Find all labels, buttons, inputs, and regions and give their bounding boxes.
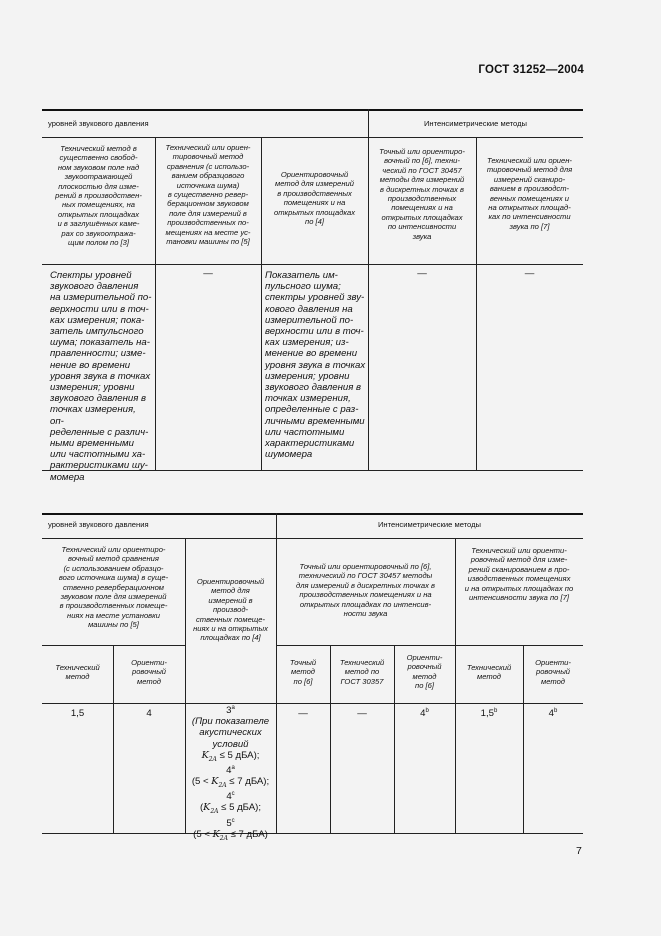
table-2-bottom-rule (42, 833, 583, 834)
table-1-body-col-3: Показатель им- пульсного шума; спектры уровней зву- кового давления на измерительной по- верхности или в точ- ках измерения; из- менение во времени уровня звука в точках измерения; уровни звукового давления в точках измерения, определенные с раз- личными временными или частотными характеристиками шумомера (265, 270, 366, 461)
table-1-col-4-header: Точный или ориентиро- вочный по [6], техни- ческий по ГОСТ 30457 методы для измерений в дискретных точках в производственных помещениях и на открытых площадках по интенсивности звука (379, 147, 465, 241)
table-1-col-3-header: Ориентировочный метод для измерений в производственных помещениях и на открытых площадках по [4] (273, 170, 356, 227)
table-2-group-2-header: Ориентировочный метод для измерений в производ- ственных помеще- ниях и на открытых площадках по [4] (193, 577, 268, 643)
table-2-head-left: уровней звукового давления (48, 520, 149, 529)
table-1-head-right: Интенсиметрические методы (423, 119, 528, 128)
table-2-head-right: Интенсиметрические методы (377, 520, 482, 529)
table-2-top-rule (42, 513, 583, 515)
value-3-condition-2: 4$^a$ (226, 764, 235, 776)
table-2-value-4: — (298, 708, 308, 719)
table-1-body-col-2: — (203, 268, 213, 279)
table-2-head-bottom-rule (42, 703, 583, 704)
table-2-group-rule (276, 645, 583, 646)
table-2-value-5: — (357, 708, 367, 719)
table-2-group-4-header: Технический или ориенти- ровочный метод для изме- рений сканированием в про- изводственных помещениях и на открытых площадках по интенсивности звука по [7] (464, 546, 574, 603)
table-2-header-rule (42, 538, 583, 539)
table-2-value-3-block (185, 705, 276, 844)
value-3-condition-4: 4$^c$ (226, 791, 235, 803)
table-1-col-1-header: Технический метод в существенно свобод- ном звуковом поле над звукоотражающей плоскостью для изме- рений в производствен- ных помещениях, на открытых площадках и в заглушённых камe- рах со звукоотража- щим полом по [3] (55, 144, 142, 248)
value-3-note-line: (При показателе (191, 716, 270, 728)
table-2-value-2: 4 (146, 708, 152, 719)
value-3-condition-5: ($K_{2A} \le 5$ дБА); (199, 802, 262, 816)
table-2-subheader-6: Технический метод (466, 663, 512, 682)
table-2-subheader-4: Технический метод по ГОСТ 30357 (339, 658, 385, 686)
table-1-header-rule (42, 137, 583, 138)
table-2-value-6: 4$^b$ (420, 707, 429, 719)
table-1-body-col-1: Спектры уровней звукового давления на измерительной по- верхности или в точ- ках измерения; пока- затель импульсного шума; показатель на- правленности; изме- нение во времени уровня звука в точках измерения; уровни звукового давления в точках измерения, оп- ределенные с различ- ными временными или частотными ха- рактеристиками шу- момера (50, 270, 152, 483)
value-3-condition-7: ($5 < K_{2A} \le 7$ дБА) (193, 828, 268, 842)
table-2-group-3-header: Точный или ориентировочный по [6], технический по ГОСТ 30457 методы для измерений в дискретных точках в производственных помещениях и на открытых площадках по интенсив- ности звука (296, 562, 435, 619)
value-3-condition-6: 5$^c$ (226, 817, 235, 829)
table-1-col-5-header: Технический или ориен- тировочный метод для измерений сканиро- ванием в производст- венных помещениях и на открытых площад- ках по интенсивности звука по [7] (486, 156, 573, 231)
table-2-subheader-3: Точный метод по [6] (289, 658, 317, 686)
table-1-top-rule (42, 109, 583, 111)
table-1-head-left: уровней звукового давления (48, 119, 149, 128)
value-3-note-line: условий (212, 738, 249, 750)
table-2-subheader-7: Ориенти- ровочный метод (535, 658, 571, 686)
table-1-body-col-4: — (417, 268, 427, 279)
value-3-main: 3$^a$ (226, 704, 235, 716)
value-3-note-line: акустических (199, 727, 262, 739)
table-2-value-8: 4$^b$ (548, 707, 558, 719)
document-id: ГОСТ 31252—2004 (478, 64, 584, 76)
table-2-value-7: 1,5$^b$ (480, 707, 498, 719)
table-2-group-1-header: Технический или ориентиро- вочный метод сравнения (с использованием образцо- вого источника шума) в суще- ственно реверберационном звуковом поле для измерений в производственных помеще- ниях на месте установки машины по [5] (58, 545, 169, 630)
table-2-value-1: 1,5 (70, 708, 85, 719)
table-1-body-col-5: — (524, 268, 535, 279)
table-2-subheader-2: Ориенти- ровочный метод (131, 658, 167, 686)
table-2-subheader-1: Технический метод (55, 663, 100, 682)
value-3-condition-3: ($5 < K_{2A} \le 7$ дБА); (191, 776, 270, 790)
value-3-condition-1: $K_{2A} \le 5$ дБА); (201, 749, 260, 763)
page-number: 7 (576, 845, 582, 857)
table-1-head-bottom-rule (42, 264, 583, 265)
table-1-col-2-header: Технический или ориен- тировочный метод сравнения (с использо- ванием образцового источника шума) в существенно ревер- берационном звуковом поле для измерений в производственных по- мещениях на месте ус- тановки машины по [5] (165, 143, 251, 247)
table-2-subheader-5: Ориенти- ровочный метод по [6] (406, 653, 443, 691)
